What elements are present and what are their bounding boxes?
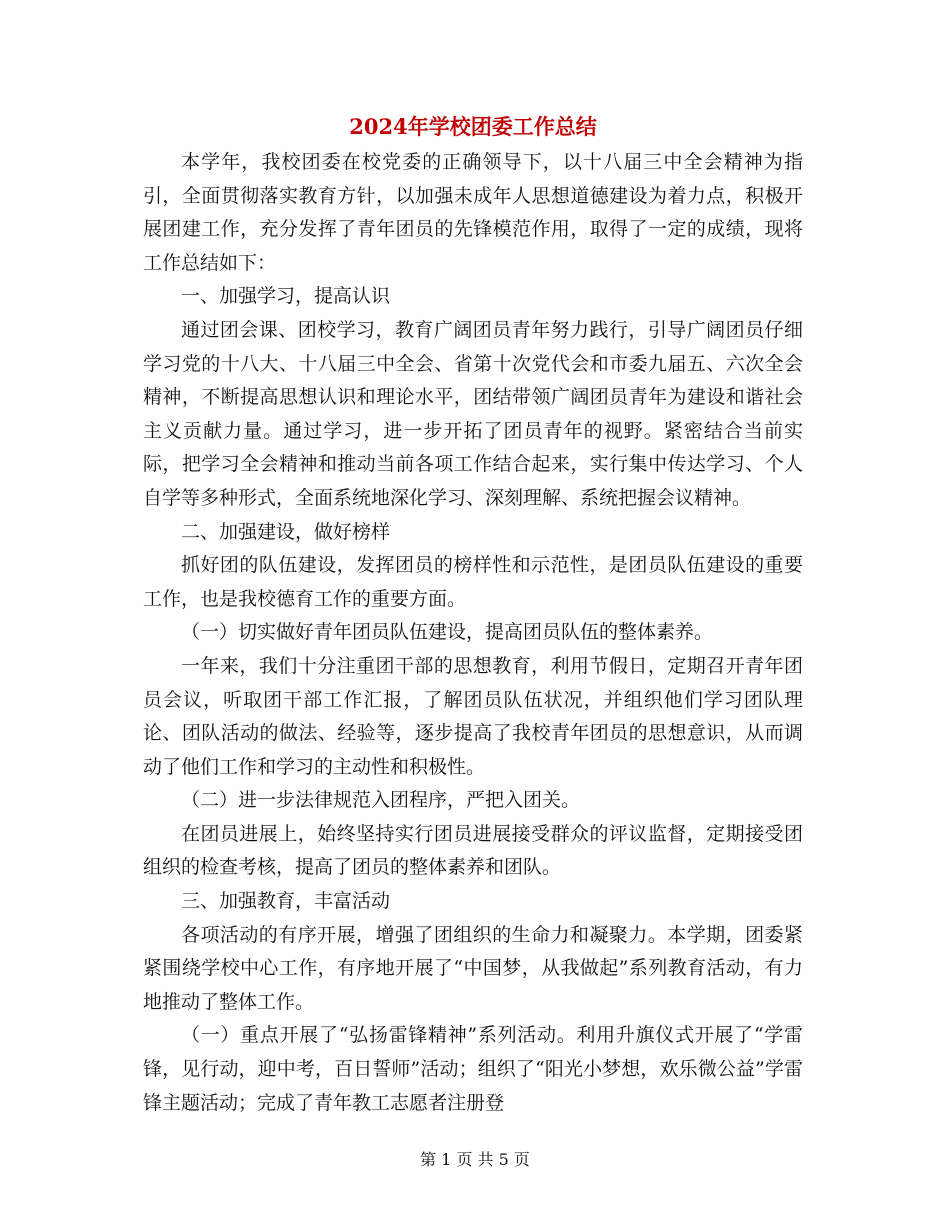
paragraph-lei-feng: （一）重点开展了“弘扬雷锋精神”系列活动。利用升旗仪式开展了“学雷锋，见行动，迎中考，百日誓师”活动；组织了“阳光小梦想，欢乐微公益”学雷锋主题活动；完成了青年教工志愿者注册登: [143, 1024, 803, 1114]
document-page: [143, 108, 803, 1120]
section-heading-3: 三、加强教育，丰富活动: [181, 890, 391, 913]
subsection-heading-2-2: （二）进一步法律规范入团程序，严把入团关。: [181, 789, 581, 812]
paragraph-team-building: 抓好团的队伍建设，发挥团员的榜样性和示范性，是团员队伍建设的重要工作，也是我校德育工作的重要方面。: [143, 554, 803, 610]
document-title: 2024年学校团委工作总结: [349, 114, 597, 139]
paragraph-activities: 各项活动的有序开展，增强了团组织的生命力和凝聚力。本学期，团委紧紧围绕学校中心工作，有序地开展了“中国梦，从我做起”系列教育活动，有力地推动了整体工作。: [143, 923, 803, 1013]
page-number-footer: 第 1 页 共 5 页: [420, 1150, 530, 1169]
section-heading-1: 一、加强学习，提高认识: [181, 285, 391, 308]
subsection-heading-2-1: （一）切实做好青年团员队伍建设，提高团员队伍的整体素养。: [181, 621, 714, 644]
section-heading-2: 二、加强建设，做好榜样: [181, 520, 391, 543]
paragraph-membership: 在团员进展上，始终坚持实行团员进展接受群众的评议监督，定期接受团组织的检查考核，提高了团员的整体素养和团队。: [143, 822, 803, 879]
paragraph-intro: 本学年，我校团委在校党委的正确领导下，以十八届三中全会精神为指引，全面贯彻落实教育方针，以加强未成年人思想道德建设为着力点，积极开展团建工作，充分发挥了青年团员的先锋模范作用，取得了一定的成绩，现将工作总结如下：: [143, 151, 803, 274]
paragraph-study: 通过团会课、团校学习，教育广阔团员青年努力践行，引导广阔团员仔细学习党的十八大、十八届三中全会、省第十次党代会和市委九届五、六次全会精神，不断提高思想认识和理论水平，团结带领广阔团员青年为建设和谐社会主义贡献力量。通过学习，进一步开拓了团员青年的视野。紧密结合当前实际，把学习全会精神和推动当前各项工作结合起来，实行集中传达学习、个人自学等多种形式，全面系统地深化学习、深刻理解、系统把握会议精神。: [143, 318, 803, 509]
document-body: [143, 146, 803, 1120]
paragraph-cadre-education: 一年来，我们十分注重团干部的思想教育，利用节假日，定期召开青年团员会议，听取团干部工作汇报，了解团员队伍状况，并组织他们学习团队理论、团队活动的做法、经验等，逐步提高了我校青年团员的思想意识，从而调动了他们工作和学习的主动性和积极性。: [143, 654, 803, 778]
